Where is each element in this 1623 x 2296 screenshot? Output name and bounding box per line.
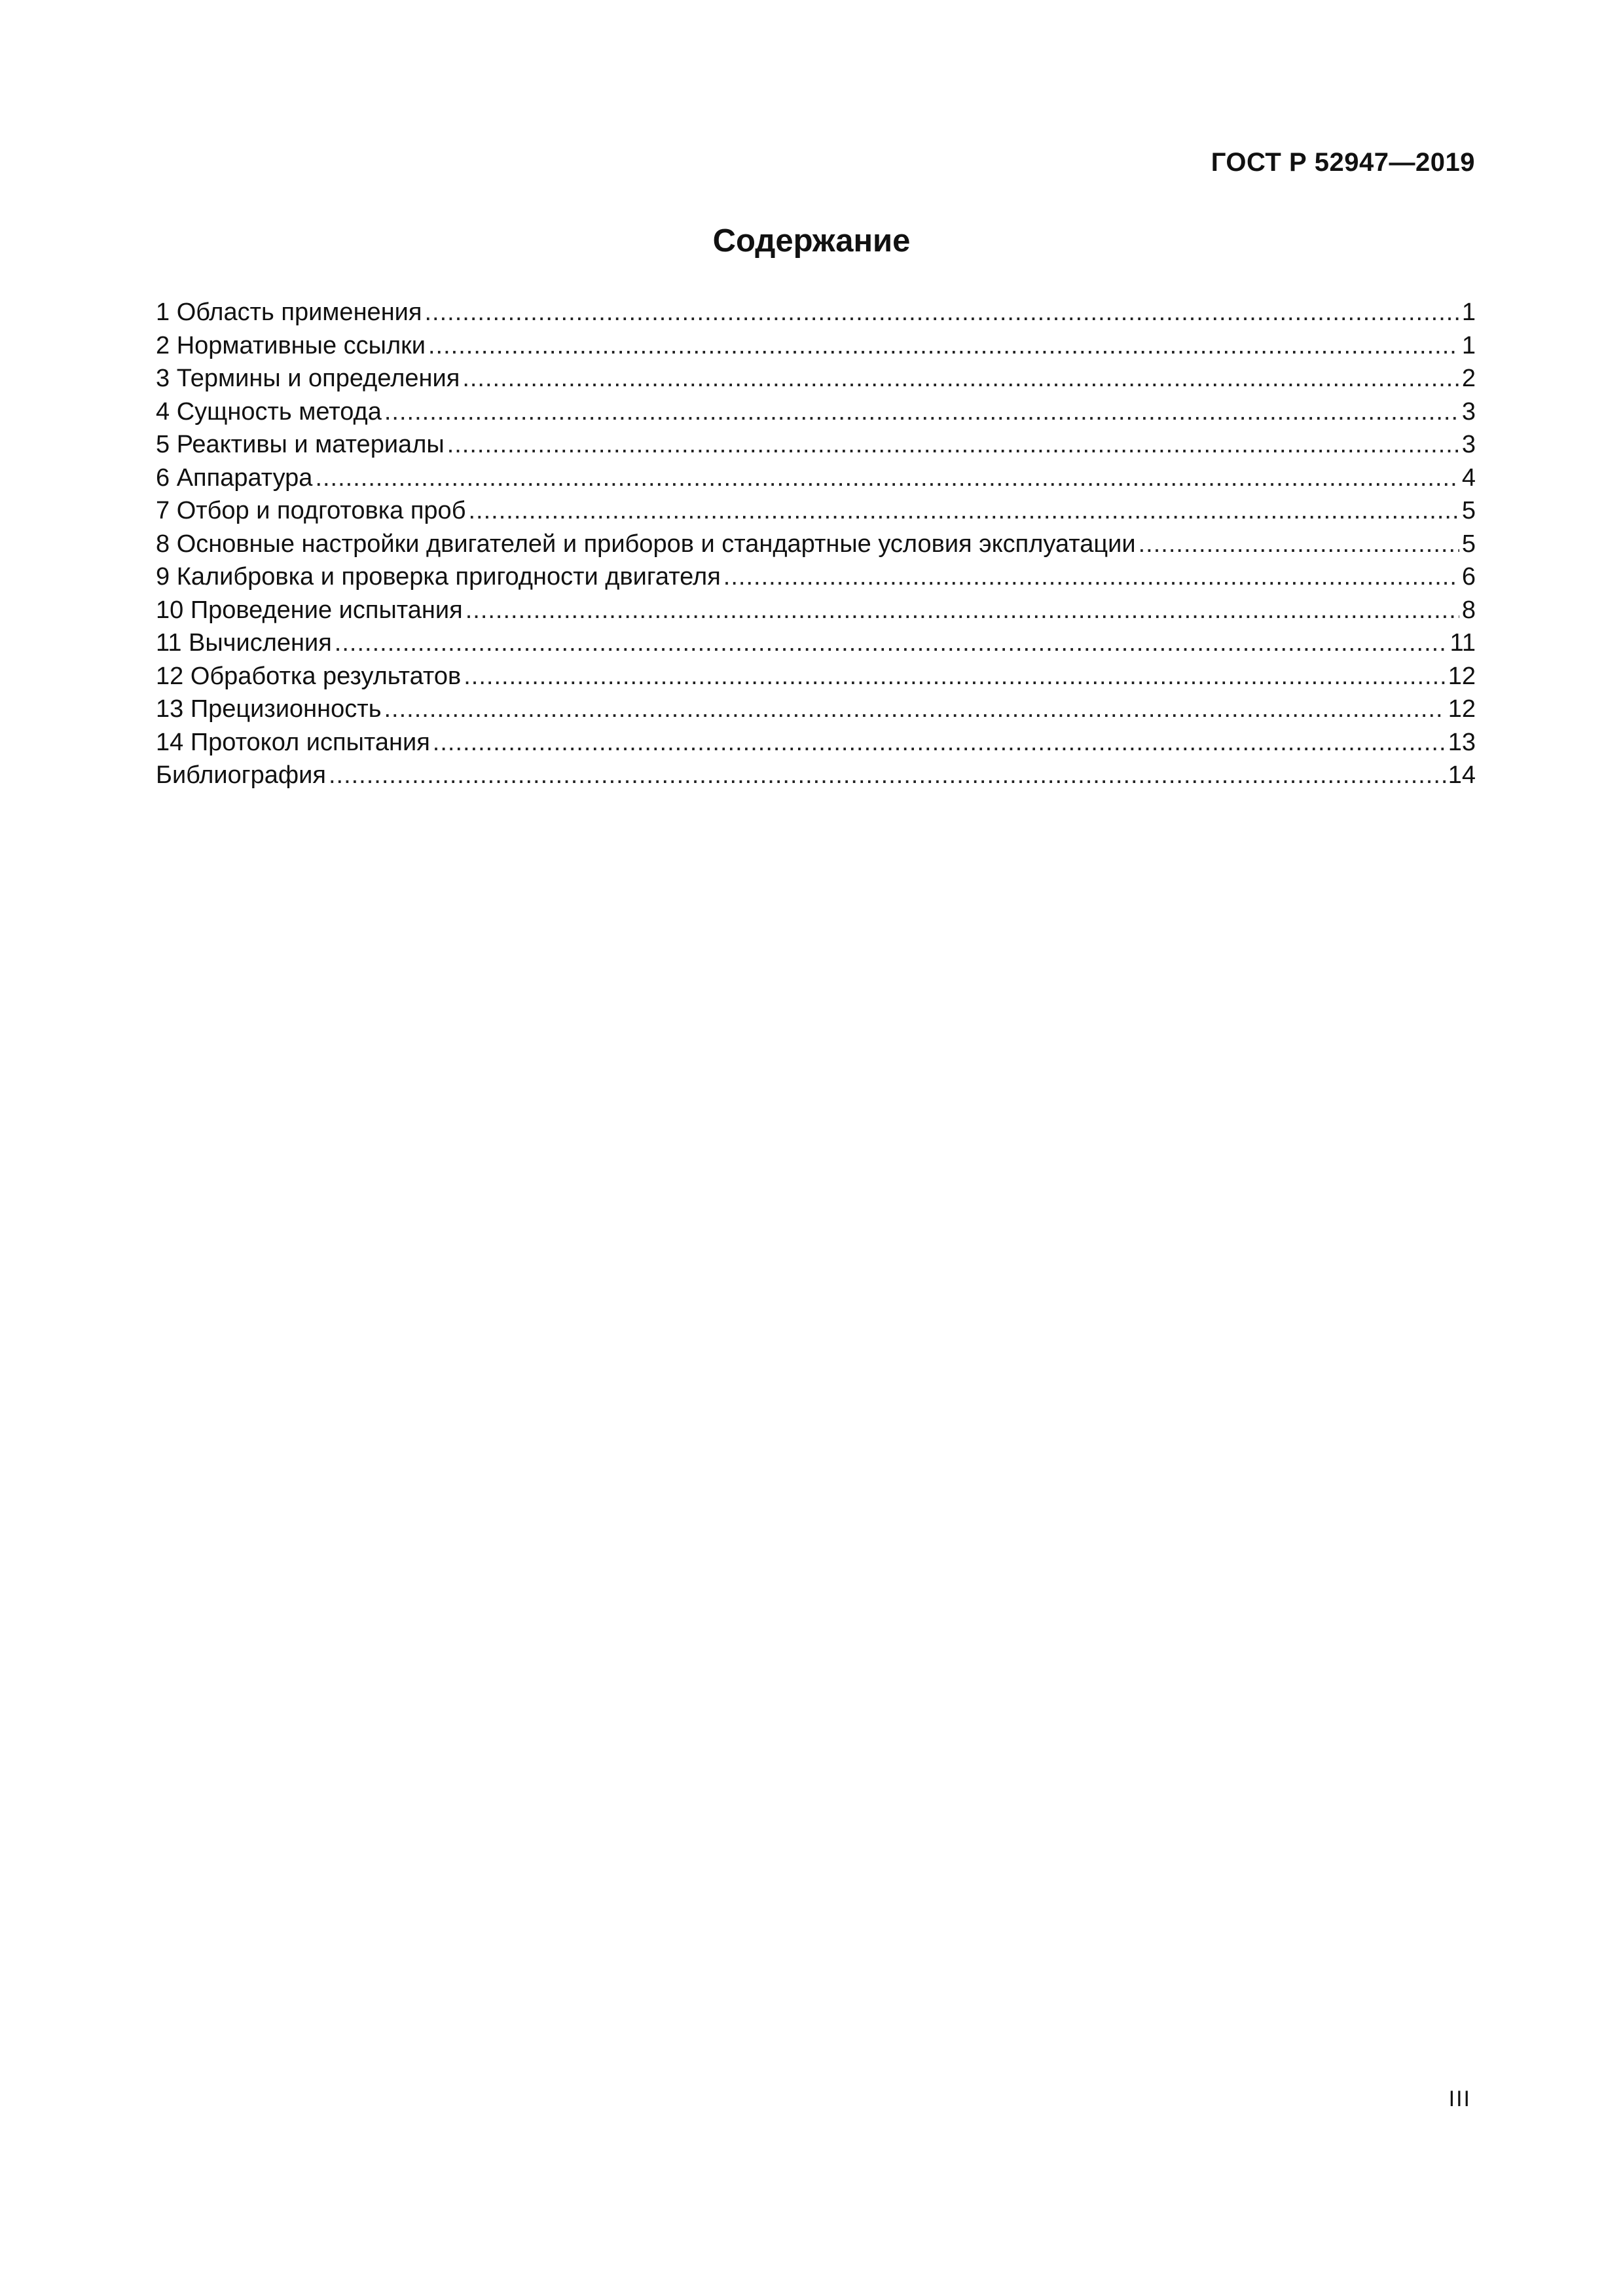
toc-entry <box>156 759 1476 792</box>
toc-entry-page: 1 <box>1461 299 1476 326</box>
toc-entry <box>156 362 1476 395</box>
toc-entry <box>156 395 1476 429</box>
document-code: ГОСТ Р 52947—2019 <box>1211 148 1475 177</box>
toc-entry-page: 12 <box>1448 695 1476 723</box>
toc-entry-label: 10 Проведение испытания <box>156 596 463 624</box>
toc-entry-label: 1 Область применения <box>156 299 422 326</box>
toc-entry-page: 11 <box>1450 629 1476 657</box>
toc-entry-page: 1 <box>1461 331 1476 359</box>
page-number: III <box>1448 2086 1471 2111</box>
toc-entry <box>156 528 1476 561</box>
toc-entry-page: 2 <box>1461 365 1476 392</box>
toc-dot-leader <box>723 560 1459 593</box>
toc-dot-leader <box>335 627 1448 659</box>
toc-entry-label: Библиография <box>156 761 326 789</box>
toc-dot-leader <box>428 329 1459 362</box>
toc-entry <box>156 660 1476 693</box>
toc-dot-leader <box>315 462 1459 494</box>
toc-entry-label: 3 Термины и определения <box>156 365 460 392</box>
toc-title: Содержание <box>712 223 911 259</box>
toc-entry-page: 8 <box>1461 596 1476 624</box>
toc-entry-label: 7 Отбор и подготовка проб <box>156 497 466 524</box>
toc-dot-leader <box>462 362 1459 395</box>
toc-entry-label: 5 Реактивы и материалы <box>156 431 445 458</box>
toc-entry <box>156 329 1476 363</box>
table-of-contents <box>156 296 1476 792</box>
toc-entry-page: 14 <box>1448 761 1476 789</box>
toc-dot-leader <box>464 660 1446 693</box>
toc-entry-page: 4 <box>1461 464 1476 492</box>
toc-entry-label: 4 Сущность метода <box>156 397 382 426</box>
toc-entry-page: 3 <box>1461 397 1476 426</box>
toc-entry-page: 5 <box>1461 497 1476 524</box>
toc-entry-page: 5 <box>1461 530 1476 558</box>
toc-entry <box>156 494 1476 528</box>
toc-entry-label: 12 Обработка результатов <box>156 662 462 690</box>
toc-entry <box>156 726 1476 759</box>
toc-dot-leader <box>384 693 1446 725</box>
toc-entry <box>156 560 1476 594</box>
toc-entry-label: 14 Протокол испытания <box>156 728 430 756</box>
toc-entry-page: 6 <box>1461 563 1476 591</box>
toc-entry-label: 2 Нормативные ссылки <box>156 331 426 359</box>
toc-entry <box>156 462 1476 495</box>
toc-entry <box>156 594 1476 627</box>
toc-dot-leader <box>329 759 1446 792</box>
toc-entry-label: 13 Прецизионность <box>156 695 382 723</box>
toc-entry-label: 9 Калибровка и проверка пригодности двигателя <box>156 563 721 591</box>
toc-entry-page: 3 <box>1461 431 1476 458</box>
toc-entry <box>156 693 1476 726</box>
toc-entry <box>156 296 1476 329</box>
toc-dot-leader <box>465 594 1459 627</box>
toc-entry-label: 11 Вычисления <box>156 629 332 657</box>
toc-dot-leader <box>384 395 1459 428</box>
toc-entry-label: 8 Основные настройки двигателей и приборов и стандартные условия эксплуатации <box>156 530 1136 558</box>
toc-dot-leader <box>1139 528 1459 560</box>
toc-dot-leader <box>424 296 1459 329</box>
toc-entry-page: 13 <box>1448 728 1476 756</box>
toc-dot-leader <box>447 428 1459 461</box>
toc-entry <box>156 627 1476 660</box>
toc-entry-page: 12 <box>1448 662 1476 690</box>
toc-dot-leader <box>468 494 1459 527</box>
toc-entry <box>156 428 1476 462</box>
toc-entry-label: 6 Аппаратура <box>156 464 313 492</box>
toc-dot-leader <box>433 726 1446 759</box>
